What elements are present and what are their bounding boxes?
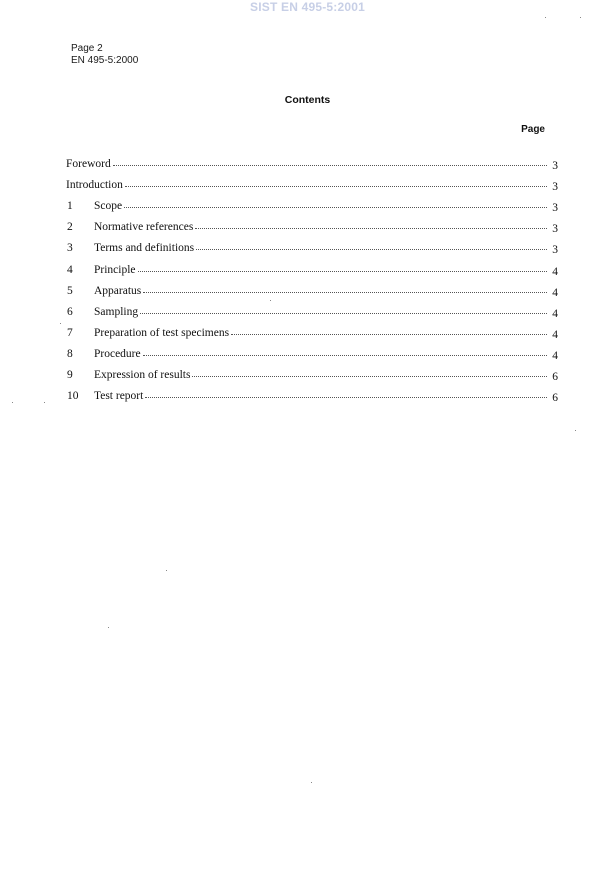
toc-entry-number: 9 [67, 369, 73, 382]
toc-entry-page: 6 [552, 392, 558, 405]
toc-entry-number: 6 [67, 305, 73, 318]
toc-entry-label: Apparatus [94, 284, 142, 297]
toc-leader [231, 333, 547, 335]
toc-entry-label: Terms and definitions [94, 242, 195, 255]
page-header [71, 43, 138, 67]
toc-entry-number: 7 [67, 326, 73, 339]
page-number-label: Page 2 [71, 43, 103, 54]
toc-entry-label: Test report [94, 390, 144, 403]
toc-entry-introduction [66, 170, 558, 194]
toc-entry-label: Sampling [94, 305, 139, 318]
toc-entry-number: 2 [67, 221, 73, 234]
scan-speck [580, 17, 581, 18]
table-of-contents [66, 149, 558, 405]
toc-entry-sampling [66, 297, 558, 318]
toc-entry-test-report [66, 381, 558, 405]
toc-entry-label: Scope [94, 200, 123, 213]
toc-entry-expression-of-results [66, 360, 558, 384]
toc-entry-number: 5 [67, 284, 73, 297]
scan-speck [545, 17, 546, 18]
toc-entry-number: 4 [67, 263, 73, 276]
scan-speck [270, 300, 271, 301]
toc-entry-normative-references [66, 212, 558, 236]
toc-entry-label: Normative references [94, 221, 194, 234]
toc-entry-label: Principle [94, 263, 136, 276]
toc-entry-scope [66, 191, 558, 215]
toc-entry-page: 3 [552, 244, 558, 257]
toc-leader [124, 206, 547, 208]
toc-entry-page: 3 [552, 202, 558, 215]
scan-speck [12, 402, 13, 403]
toc-entry-page: 3 [552, 181, 558, 194]
toc-entry-label: Foreword [66, 158, 111, 171]
toc-leader [195, 227, 547, 229]
toc-leader [145, 396, 547, 398]
toc-entry-label: Expression of results [94, 369, 191, 382]
toc-entry-apparatus [66, 276, 558, 297]
toc-entry-label: Procedure [94, 347, 141, 360]
toc-entry-number: 8 [67, 347, 73, 360]
toc-entry-page: 4 [552, 286, 558, 299]
toc-entry-number: 1 [67, 200, 73, 213]
toc-entry-label: Preparation of test specimens [94, 326, 230, 339]
toc-entry-page: 6 [552, 371, 558, 384]
toc-entry-label: Introduction [66, 179, 123, 192]
toc-leader [113, 164, 547, 166]
toc-leader [143, 354, 547, 356]
toc-entry-preparation-of-test-specimens [66, 318, 558, 339]
document-reference: EN 495-5:2000 [71, 55, 139, 66]
scan-speck [108, 627, 109, 628]
toc-entry-page: 4 [552, 349, 558, 362]
toc-entry-page: 3 [552, 160, 558, 173]
scan-speck [311, 782, 312, 783]
toc-entry-foreword [66, 149, 558, 173]
toc-entry-page: 3 [552, 223, 558, 236]
toc-leader [196, 248, 547, 250]
toc-entry-terms-and-definitions [66, 233, 558, 257]
toc-entry-principle [66, 254, 558, 278]
toc-entry-number: 10 [67, 390, 79, 403]
scan-speck [575, 430, 576, 431]
toc-leader [143, 291, 547, 293]
toc-entry-page: 4 [552, 265, 558, 278]
scan-speck [166, 570, 167, 571]
scan-speck [44, 402, 45, 403]
toc-leader [192, 375, 547, 377]
toc-entry-procedure [66, 339, 558, 360]
contents-title: Contents [284, 94, 331, 106]
toc-leader [138, 270, 547, 272]
toc-leader [125, 185, 547, 187]
watermark: SIST EN 495-5:2001 [250, 0, 365, 14]
toc-leader [140, 312, 547, 314]
scan-speck [60, 323, 61, 324]
toc-entry-number: 3 [67, 242, 73, 255]
page-column-label: Page [521, 124, 545, 135]
toc-entry-page: 4 [552, 328, 558, 341]
toc-entry-page: 4 [552, 307, 558, 320]
